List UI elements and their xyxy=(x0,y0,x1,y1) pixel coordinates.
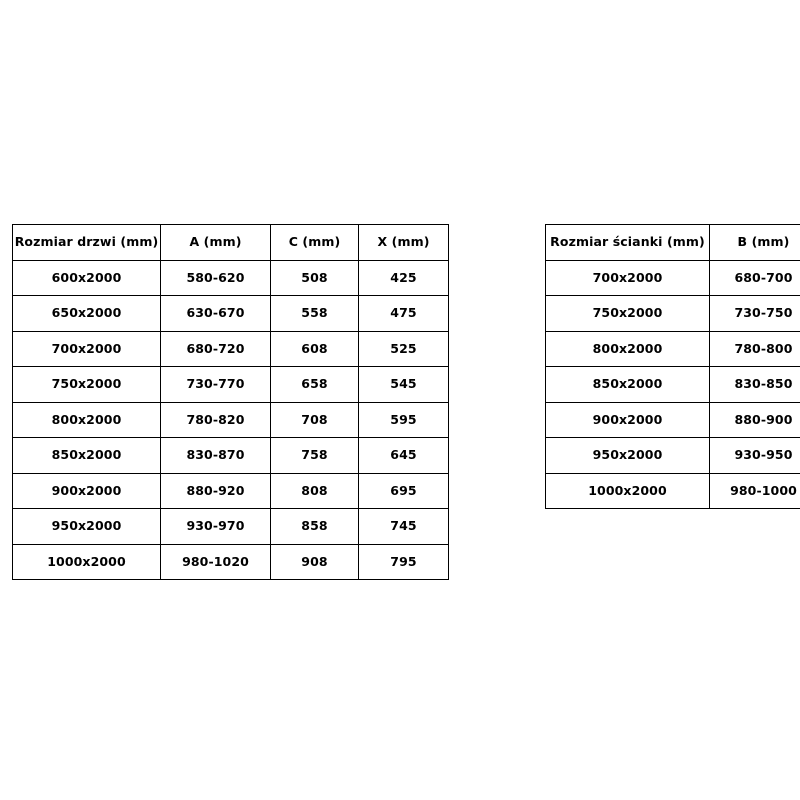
cell-c: 558 xyxy=(271,296,359,332)
table-row xyxy=(13,544,449,580)
cell-c: 608 xyxy=(271,331,359,367)
table-row xyxy=(13,438,449,474)
table-row xyxy=(13,473,449,509)
cell-c: 858 xyxy=(271,509,359,545)
cell-a: 980-1020 xyxy=(161,544,271,580)
cell-wall-size: 1000x2000 xyxy=(546,473,710,509)
cell-a: 780-820 xyxy=(161,402,271,438)
table-row xyxy=(546,473,800,509)
tables-container xyxy=(0,224,800,580)
cell-a: 730-770 xyxy=(161,367,271,403)
cell-a: 580-620 xyxy=(161,260,271,296)
table-row xyxy=(13,402,449,438)
cell-b: 830-850 xyxy=(710,367,800,403)
table-row xyxy=(546,438,800,474)
wall-size-table xyxy=(545,224,800,509)
table-row xyxy=(546,367,800,403)
cell-b: 730-750 xyxy=(710,296,800,332)
cell-c: 658 xyxy=(271,367,359,403)
cell-x: 595 xyxy=(359,402,449,438)
cell-x: 525 xyxy=(359,331,449,367)
cell-door-size: 950x2000 xyxy=(13,509,161,545)
cell-wall-size: 950x2000 xyxy=(546,438,710,474)
cell-c: 708 xyxy=(271,402,359,438)
cell-b: 780-800 xyxy=(710,331,800,367)
cell-x: 795 xyxy=(359,544,449,580)
cell-wall-size: 900x2000 xyxy=(546,402,710,438)
cell-door-size: 750x2000 xyxy=(13,367,161,403)
column-header-wall-size: Rozmiar ścianki (mm) xyxy=(546,225,710,261)
wall-size-table-block xyxy=(545,224,800,509)
cell-c: 808 xyxy=(271,473,359,509)
cell-wall-size: 850x2000 xyxy=(546,367,710,403)
table-row xyxy=(546,402,800,438)
cell-a: 930-970 xyxy=(161,509,271,545)
cell-a: 630-670 xyxy=(161,296,271,332)
cell-b: 930-950 xyxy=(710,438,800,474)
doors-size-table xyxy=(12,224,449,580)
cell-x: 475 xyxy=(359,296,449,332)
cell-door-size: 700x2000 xyxy=(13,331,161,367)
column-header-c: C (mm) xyxy=(271,225,359,261)
cell-wall-size: 750x2000 xyxy=(546,296,710,332)
doors-size-table-block xyxy=(12,224,449,580)
cell-wall-size: 800x2000 xyxy=(546,331,710,367)
cell-b: 980-1000 xyxy=(710,473,800,509)
table-row xyxy=(13,260,449,296)
cell-door-size: 850x2000 xyxy=(13,438,161,474)
table-row xyxy=(13,331,449,367)
table-header-row xyxy=(13,225,449,261)
cell-door-size: 900x2000 xyxy=(13,473,161,509)
cell-b: 880-900 xyxy=(710,402,800,438)
cell-a: 830-870 xyxy=(161,438,271,474)
cell-door-size: 600x2000 xyxy=(13,260,161,296)
column-header-b: B (mm) xyxy=(710,225,800,261)
cell-x: 645 xyxy=(359,438,449,474)
column-header-door-size: Rozmiar drzwi (mm) xyxy=(13,225,161,261)
cell-wall-size: 700x2000 xyxy=(546,260,710,296)
cell-x: 745 xyxy=(359,509,449,545)
cell-b: 680-700 xyxy=(710,260,800,296)
cell-door-size: 800x2000 xyxy=(13,402,161,438)
cell-door-size: 650x2000 xyxy=(13,296,161,332)
cell-x: 425 xyxy=(359,260,449,296)
table-row xyxy=(13,509,449,545)
table-row xyxy=(546,331,800,367)
cell-door-size: 1000x2000 xyxy=(13,544,161,580)
column-header-a: A (mm) xyxy=(161,225,271,261)
table-row xyxy=(13,296,449,332)
cell-c: 758 xyxy=(271,438,359,474)
table-row xyxy=(546,260,800,296)
cell-c: 908 xyxy=(271,544,359,580)
cell-a: 680-720 xyxy=(161,331,271,367)
table-row xyxy=(13,367,449,403)
cell-a: 880-920 xyxy=(161,473,271,509)
column-header-x: X (mm) xyxy=(359,225,449,261)
cell-c: 508 xyxy=(271,260,359,296)
cell-x: 545 xyxy=(359,367,449,403)
table-row xyxy=(546,296,800,332)
table-header-row xyxy=(546,225,800,261)
cell-x: 695 xyxy=(359,473,449,509)
